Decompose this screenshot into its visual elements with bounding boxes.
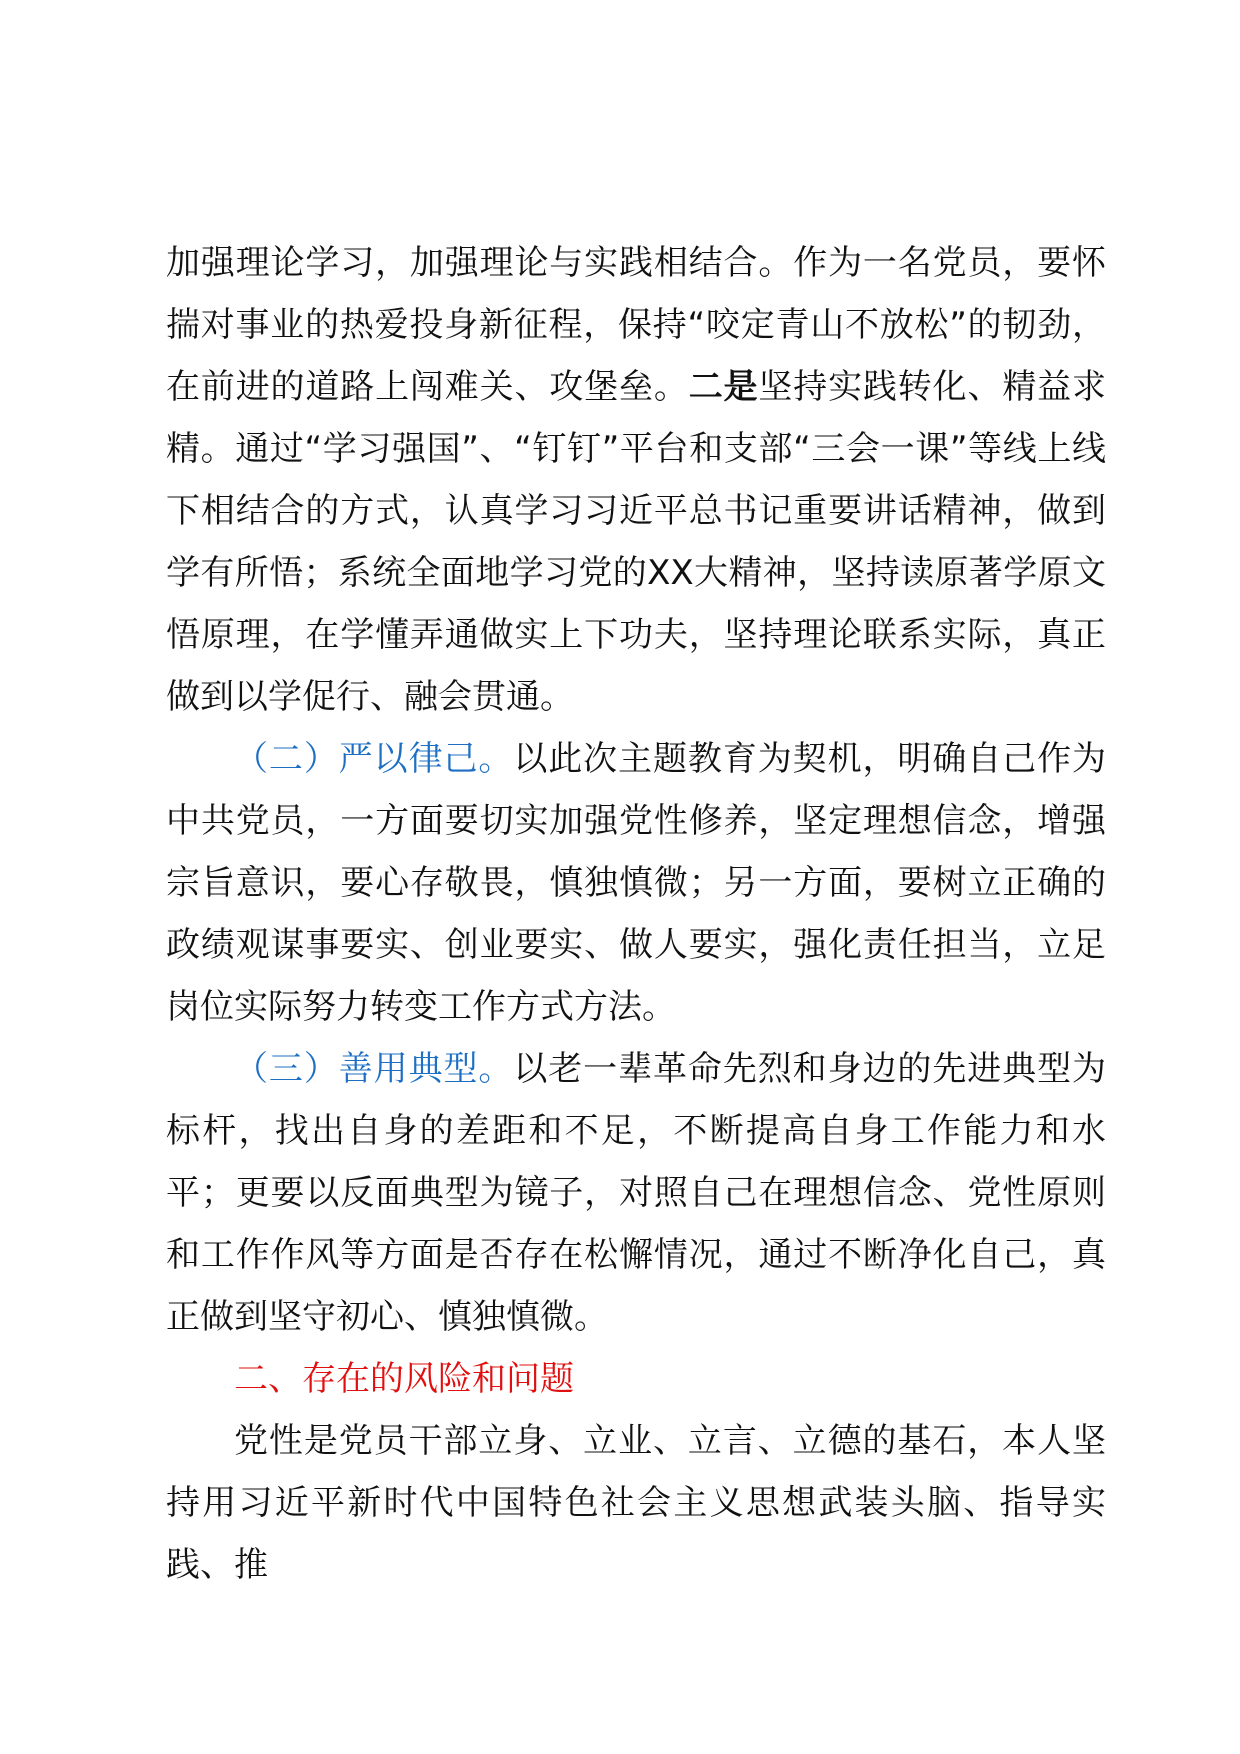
- paragraph-role-models: [166, 1038, 1106, 1348]
- section-heading-risks: 二、存在的风险和问题: [234, 1359, 574, 1399]
- paragraph-text: 加强理论学习，加强理论与实践相结合。作为一名党员，要怀揣对事业的热爱投身新征程，保持“咬定青山不放松”的韧劲，在前进的道路上闯难关、攻堡垒。: [166, 243, 1106, 407]
- paragraph-self-discipline: [166, 728, 1106, 1038]
- subheading-self-discipline: （二）严以律己。: [234, 739, 514, 779]
- paragraph-text: 以此次主题教育为契机，明确自己作为中共党员，一方面要切实加强党性修养，坚定理想信念，增强宗旨意识，要心存敬畏，慎独慎微；另一方面，要树立正确的政绩观谋事要实、创业要实、做人要实，强化责任担当，立足岗位实际努力转变工作方式方法。: [166, 739, 1107, 1027]
- paragraph-text: 以老一辈革命先烈和身边的先进典型为标杆，找出自身的差距和不足，不断提高自身工作能力和水平；更要以反面典型为镜子，对照自己在理想信念、党性原则和工作作风等方面是否存在松懈情况，通过不断净化自己，真正做到坚守初心、慎独慎微。: [166, 1049, 1107, 1337]
- paragraph-party-spirit: 党性是党员干部立身、立业、立言、立德的基石，本人坚持用习近平新时代中国特色社会主义思想武装头脑、指导实践、推: [166, 1421, 1106, 1585]
- document-body: [166, 232, 1106, 1596]
- bold-lead-text: 二是: [688, 367, 759, 407]
- paragraph-text: 坚持实践转化、精益求精。通过“学习强国”、“钉钉”平台和支部“三会一课”等线上线下相结合的方式，认真学习习近平总书记重要讲话精神，做到学有所悟；系统全面地学习党的XX大精神，坚持读原著学原文悟原理，在学懂弄通做实上下功夫，坚持理论联系实际，真正做到以学促行、融会贯通。: [166, 367, 1107, 717]
- subheading-role-models: （三）善用典型。: [234, 1049, 514, 1089]
- paragraph-theory-practice: [166, 232, 1106, 728]
